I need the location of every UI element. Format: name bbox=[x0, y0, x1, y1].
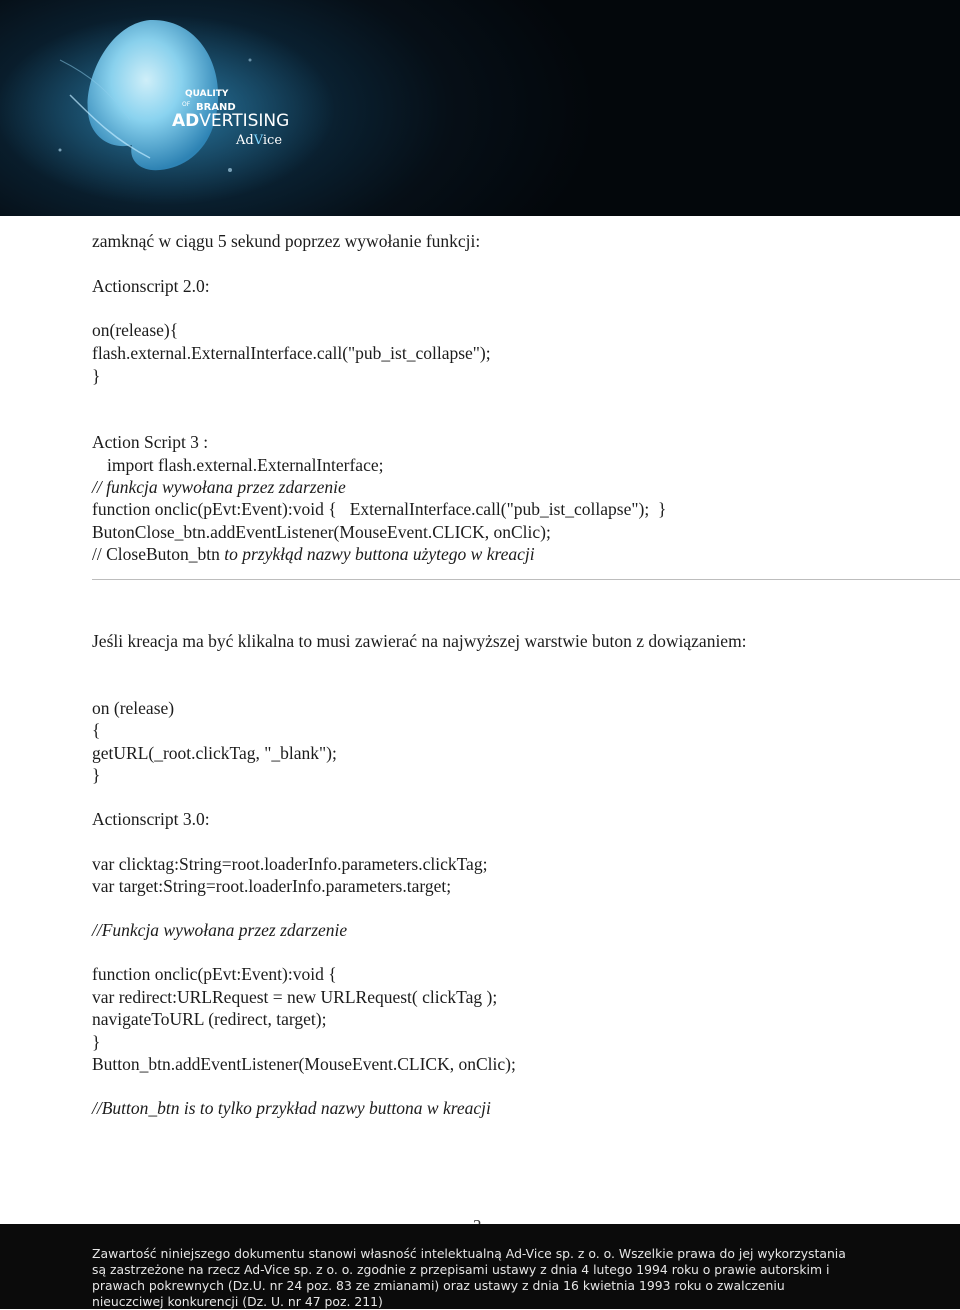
code-line: ButonClose_btn.addEventListener(MouseEvent.CLICK, onClic); bbox=[92, 522, 551, 542]
code-line: function onclic(pEvt:Event):void { ExternalInterface.call("pub_ist_collapse"); } bbox=[92, 499, 667, 519]
code-comment bbox=[92, 543, 535, 565]
text-clickable-instruction: Jeśli kreacja ma być klikalna to musi zawierać na najwyższej warstwie buton z dowiązaniem: bbox=[92, 631, 747, 651]
logo-text-brand: BRAND bbox=[196, 102, 236, 113]
code-comment: //Funkcja wywołana przez zdarzenie bbox=[92, 920, 348, 940]
logo-text-advertising bbox=[172, 111, 289, 131]
code-line: navigateToURL (redirect, target); bbox=[92, 1009, 327, 1029]
logo-text-advice bbox=[235, 133, 282, 148]
logo-text-quality: QUALITY bbox=[185, 89, 229, 99]
logo-text-ad-part: Ad bbox=[236, 133, 254, 148]
logo-text-v-part: V bbox=[253, 133, 263, 148]
divider bbox=[92, 579, 960, 580]
code-line: { bbox=[92, 720, 101, 740]
code-line: var target:String=root.loaderInfo.parameters.target; bbox=[92, 876, 452, 896]
heading-actionscript-3-0: Actionscript 3.0: bbox=[92, 809, 210, 829]
heading-actionscript-3: Action Script 3 : bbox=[92, 432, 209, 452]
footer-copyright-text: Zawartość niniejszego dokumentu stanowi własność intelektualną Ad-Vice sp. z o. o. Wszelkie prawa do jej wykorzystania są zastrzeżone na rzecz Ad-Vice sp. z o. o. zgodnie z przepisami ustawy z dnia 4 lutego 1994 roku o prawie autorskim i prawach pokrewnych (Dz.U. nr 24 poz. 83 ze zmianami) oraz ustawy z dnia 16 kwietnia 1993 roku o zwalczeniu nieuczciwej konkurencji (Dz. U. nr 47 poz. 211) bbox=[92, 1246, 846, 1309]
code-line: Button_btn.addEventListener(MouseEvent.CLICK, onClic); bbox=[92, 1054, 516, 1074]
code-line: } bbox=[92, 765, 101, 785]
logo-text-ice-part: ice bbox=[262, 133, 283, 148]
logo-text-vertising: VERTISING bbox=[199, 111, 290, 131]
code-line: on (release) bbox=[92, 698, 175, 718]
header-banner bbox=[0, 0, 960, 216]
logo-text-ad: AD bbox=[172, 111, 200, 131]
code-comment: //Button_btn is to tylko przykład nazwy buttona w kreacji bbox=[92, 1098, 491, 1118]
code-line: flash.external.ExternalInterface.call("pub_ist_collapse"); bbox=[92, 343, 491, 363]
heading-actionscript-2: Actionscript 2.0: bbox=[92, 276, 210, 296]
text-close-instruction: zamknąć w ciągu 5 sekund poprzez wywołanie funkcji: bbox=[92, 231, 481, 251]
footer bbox=[0, 1224, 960, 1309]
code-line: } bbox=[92, 1032, 101, 1052]
code-comment: // funkcja wywołana przez zdarzenie bbox=[92, 477, 346, 497]
code-line: import flash.external.ExternalInterface; bbox=[107, 455, 384, 475]
logo-graphic bbox=[0, 0, 960, 216]
code-line: var clicktag:String=root.loaderInfo.parameters.clickTag; bbox=[92, 854, 488, 874]
code-line: } bbox=[92, 366, 101, 386]
code-comment-prefix: // CloseButon_btn bbox=[92, 544, 225, 564]
code-line: getURL(_root.clickTag, "_blank"); bbox=[92, 743, 337, 763]
code-line: on(release){ bbox=[92, 320, 179, 340]
code-line: var redirect:URLRequest = new URLRequest( clickTag ); bbox=[92, 987, 498, 1007]
code-comment-italic: to przykłąd nazwy buttona użytego w kreacji bbox=[224, 544, 535, 564]
code-line: function onclic(pEvt:Event):void { bbox=[92, 964, 337, 984]
logo-text-of: OF bbox=[182, 101, 191, 108]
